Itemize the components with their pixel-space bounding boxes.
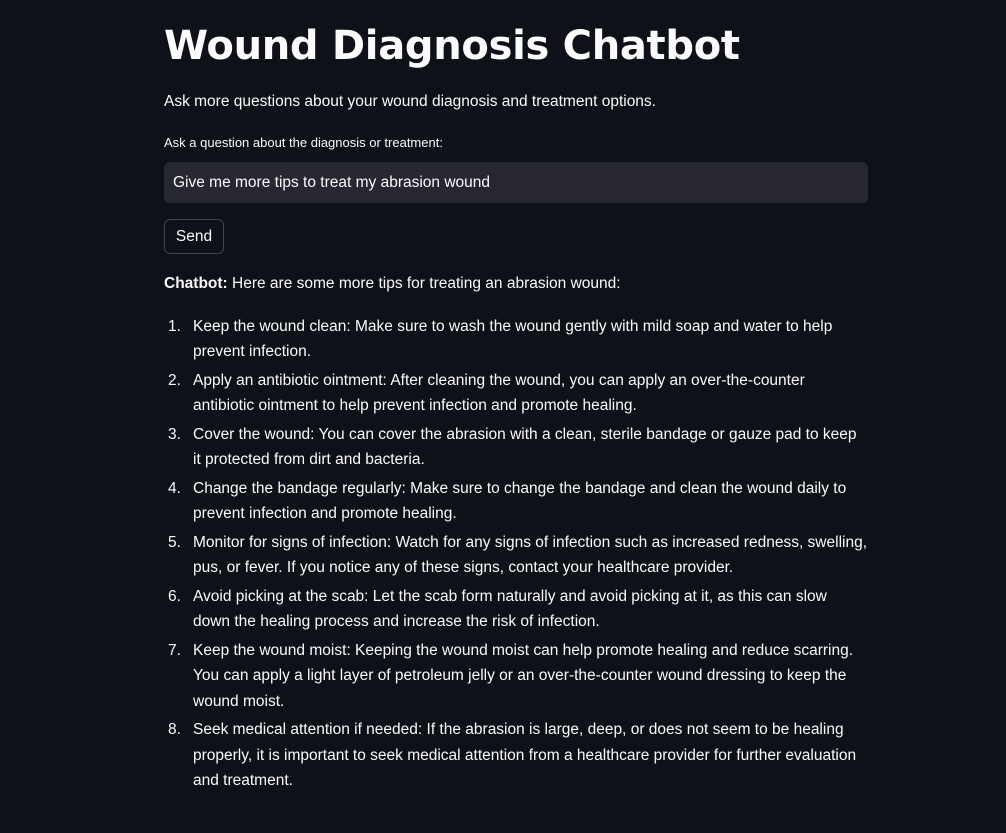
list-item-number: 5. (168, 533, 181, 551)
list-item (164, 530, 868, 581)
list-item-text: Seek medical attention if needed: If the abrasion is large, deep, or does not seem to be healing properly, it is important to seek medical attention from a healthcare provider for further evaluation and treatment. (193, 721, 857, 789)
list-item-text: Keep the wound moist: Keeping the wound moist can help promote healing and reduce scarring. You can apply a light layer of petroleum jelly or an over-the-counter wound dressing to keep the wound moist. (193, 641, 854, 710)
list-item (164, 422, 868, 473)
list-item-text: Apply an antibiotic ointment: After cleaning the wound, you can apply an over-the-counter antibiotic ointment to help prevent infection and promote healing. (193, 371, 805, 414)
list-item (164, 584, 868, 635)
list-item-number: 1. (168, 317, 181, 335)
list-item-text: Avoid picking at the scab: Let the scab form naturally and avoid picking at it, as this can slow down the healing process and increase the risk of infection. (193, 587, 827, 630)
list-item-number: 7. (168, 641, 181, 659)
list-item-number: 4. (168, 479, 181, 497)
list-item-text: Keep the wound clean: Make sure to wash the wound gently with mild soap and water to help prevent infection. (193, 317, 833, 360)
list-item-number: 3. (168, 425, 181, 443)
list-item (164, 638, 868, 715)
response-intro (164, 271, 868, 297)
send-button[interactable]: Send (164, 219, 224, 254)
list-item-text: Cover the wound: You can cover the abrasion with a clean, sterile bandage or gauze pad to keep it protected from dirt and bacteria. (193, 425, 857, 468)
list-item (164, 476, 868, 527)
list-item-text: Monitor for signs of infection: Watch for any signs of infection such as increased redness, swelling, pus, or fever. If you notice any of these signs, contact your healthcare provider. (193, 533, 868, 576)
list-item (164, 314, 868, 365)
page-subtitle: Ask more questions about your wound diagnosis and treatment options. (164, 93, 656, 110)
speaker-label: Chatbot: (164, 275, 228, 292)
list-item-number: 6. (168, 587, 181, 605)
question-input[interactable] (164, 162, 868, 203)
list-item-number: 2. (168, 371, 181, 389)
list-item-text: Change the bandage regularly: Make sure to change the bandage and clean the wound daily to prevent infection and promote healing. (193, 479, 847, 522)
list-item-number: 8. (168, 721, 181, 738)
list-item (164, 368, 868, 419)
question-input-label: Ask a question about the diagnosis or treatment: (164, 135, 443, 150)
chatbot-response (164, 271, 868, 797)
main-content (164, 0, 868, 789)
page-title: Wound Diagnosis Chatbot (164, 23, 740, 69)
tips-list (164, 314, 868, 794)
list-item (164, 717, 868, 794)
response-intro-text: Here are some more tips for treating an abrasion wound: (227, 275, 621, 292)
